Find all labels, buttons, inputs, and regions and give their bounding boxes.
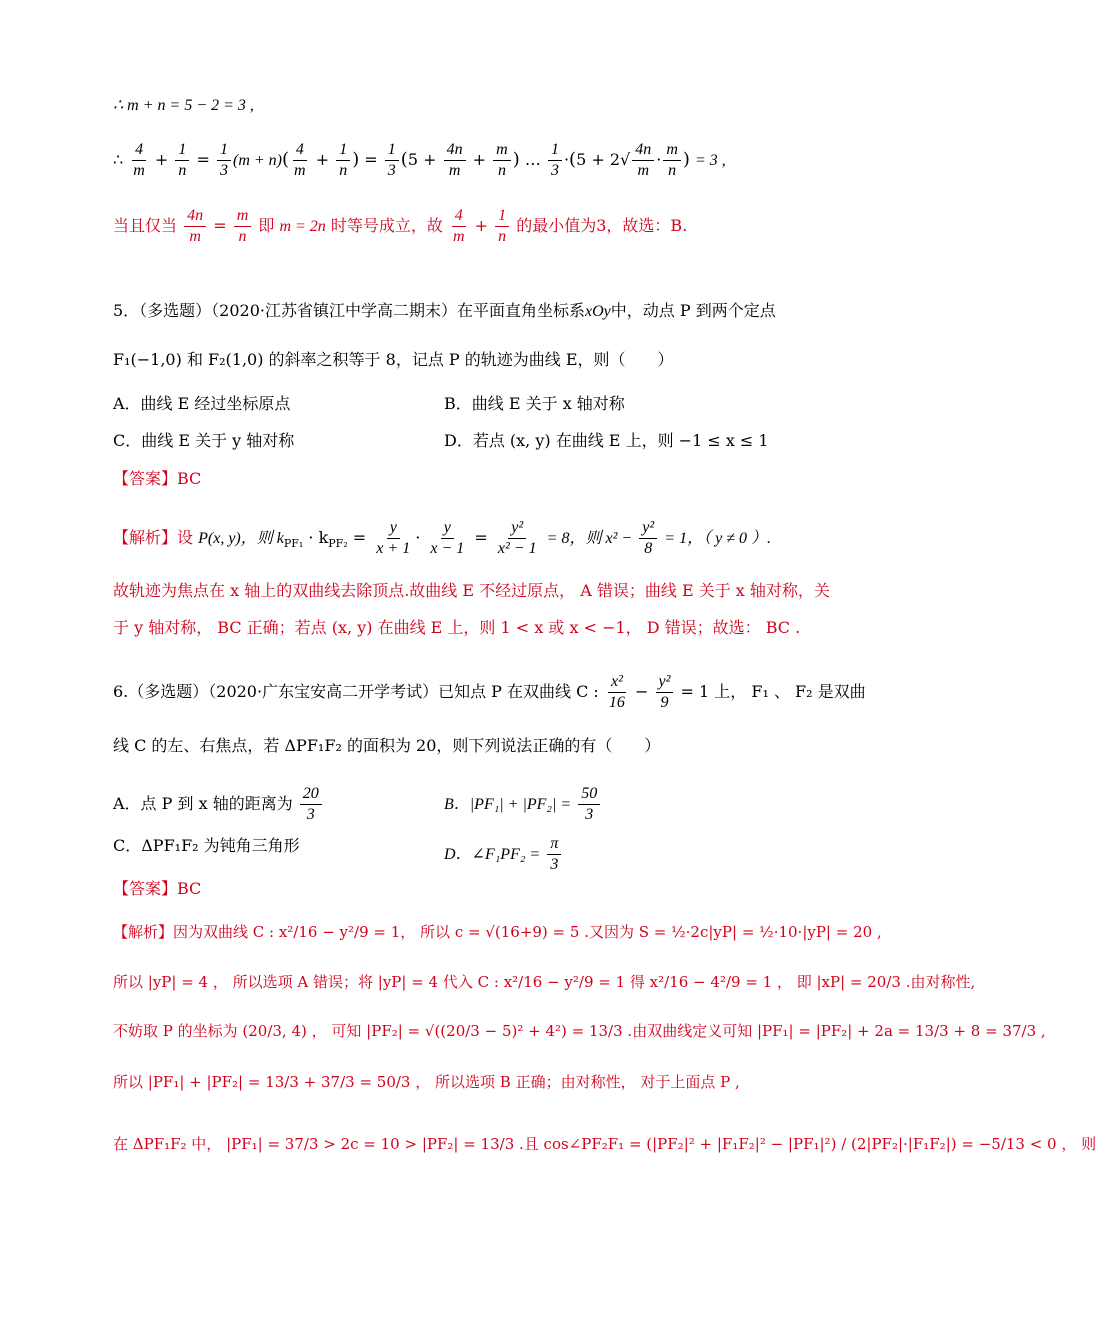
- q5-solution-line2: 故轨迹为焦点在 x 轴上的双曲线去除顶点.故曲线 E 不经过原点， A 错误；曲线 E 关于 x 轴对称，关: [113, 581, 830, 600]
- q6-solution-line4: 所以 |PF₁| + |PF₂| = 13/3 + 37/3 = 50/3 ， 所以选项 B 正确；由对称性， 对于上面点 P ,: [113, 1073, 740, 1091]
- line-equality-condition: 当且仅当 $\frac{4n}{m}$ = $\frac{m}{n}$ 即 m = 2n 时等号成立，故 $\frac{4}{m}$ + $\frac{1}{n}$ 的最小值为3，故选：B.: [113, 207, 688, 245]
- line-sum: ∴ m + n = 5 − 2 = 3 ,: [113, 97, 254, 114]
- q6-answer: 【答案】BC: [113, 879, 202, 898]
- therefore-symbol: ∴: [113, 152, 124, 169]
- q6-solution-line3: 不妨取 P 的坐标为 (20/3, 4) ， 可知 |PF₂| = √((20/3 − 5)² + 4²) = 13/3 .由双曲线定义可知 |PF₁| = |PF₂| + 2a = 13/3 + 8 = 37/3 ,: [113, 1022, 1046, 1040]
- q5-option-d: D．若点 (x, y) 在曲线 E 上，则 −1 ≤ x ≤ 1: [444, 431, 769, 450]
- q5-option-c: C．曲线 E 关于 y 轴对称: [113, 431, 295, 450]
- q5-solution-line3: 于 y 轴对称， BC 正确；若点 (x, y) 在曲线 E 上，则 1 < x 或 x < −1， D 错误；故选： BC .: [113, 618, 801, 637]
- q5-stem-line2: F₁(−1,0) 和 F₂(1,0) 的斜率之积等于 8，记点 P 的轨迹为曲线 E，则（ ）: [113, 350, 674, 369]
- q6-option-c: C．ΔPF₁F₂ 为钝角三角形: [113, 836, 300, 855]
- q5-answer: 【答案】BC: [113, 469, 202, 488]
- q6-solution-line1: 【解析】因为双曲线 C : x²/16 − y²/9 = 1， 所以 c = √(16+9) = 5 .又因为 S = ½·2c|yP| = ½·10·|yP| = 20 ,: [113, 923, 882, 941]
- q6-option-b: B．|PF₁| + |PF₂| = $\frac{50}{3}$: [444, 784, 602, 825]
- q6-stem-line2: 线 C 的左、右焦点，若 ΔPF₁F₂ 的面积为 20，则下列说法正确的有（ ）: [113, 736, 661, 755]
- q6-solution-line2: 所以 |yP| = 4 ， 所以选项 A 错误；将 |yP| = 4 代入 C : x²/16 − y²/9 = 1 得 x²/16 − 4²/9 = 1 ， 即 |xP| = 20/3 .由对称性,: [113, 973, 976, 991]
- q5-option-b: B．曲线 E 关于 x 轴对称: [444, 394, 625, 413]
- q5-solution-line1: 【解析】设 P(x, y)，则 $k_{PF_1} \cdot k_{PF_2}$ = $\frac{y}{x + 1}$ · $\frac{y}{x - 1}$ = $\frac{\text{y²}}{\text{x² − 1}}$ = 8，则 x² − $\frac{\text{y²}}{8}$ = 1，（ y ≠ 0 ）.: [113, 519, 771, 557]
- q5-option-a: A．曲线 E 经过坐标原点: [113, 394, 291, 413]
- q6-stem-line1: 6.（多选题）（2020·广东宝安高二开学考试）已知点 P 在双曲线 C : $\frac{\text{x²}}{16}$ − $\frac{\text{y²}}{9}$ = 1 上， F₁ 、 F₂ 是双曲: [113, 673, 866, 711]
- q5-stem-line1: 5．（多选题）（2020·江苏省镇江中学高二期末）在平面直角坐标系xOy中，动点 P 到两个定点: [113, 301, 776, 320]
- q6-option-a: A．点 P 到 x 轴的距离为 $\frac{20}{3}$: [113, 784, 324, 825]
- line-inequality: ∴ $\frac{4}{m}$ + $\frac{1}{n}$ = $\frac{1}{3}$ (m + n)( $\frac{4}{m}$ + $\frac{1}{n}$ ) = $\frac{1}{3}$ (5 + $\frac{4n}{m}$ + $\frac{m}{n}$ ) … $\frac{1}{3}$ ·(5 + 2√ $\frac{4n}{m}$ · $\frac{m}{n}$ ) = 3 ,: [113, 141, 726, 179]
- q6-option-d: D．∠F₁PF₂ = $\frac{\pi}{3}$: [444, 834, 563, 875]
- q6-solution-line5: 在 ΔPF₁F₂ 中， |PF₁| = 37/3 > 2c = 10 > |PF₂| = 13/3 .且 cos∠PF₂F₁ = (|PF₂|² + |F₁F₂|² − |PF₁|²) / (2|PF₂|·|F₁F₂|) = −5/13 < 0 ， 则: [113, 1135, 1096, 1153]
